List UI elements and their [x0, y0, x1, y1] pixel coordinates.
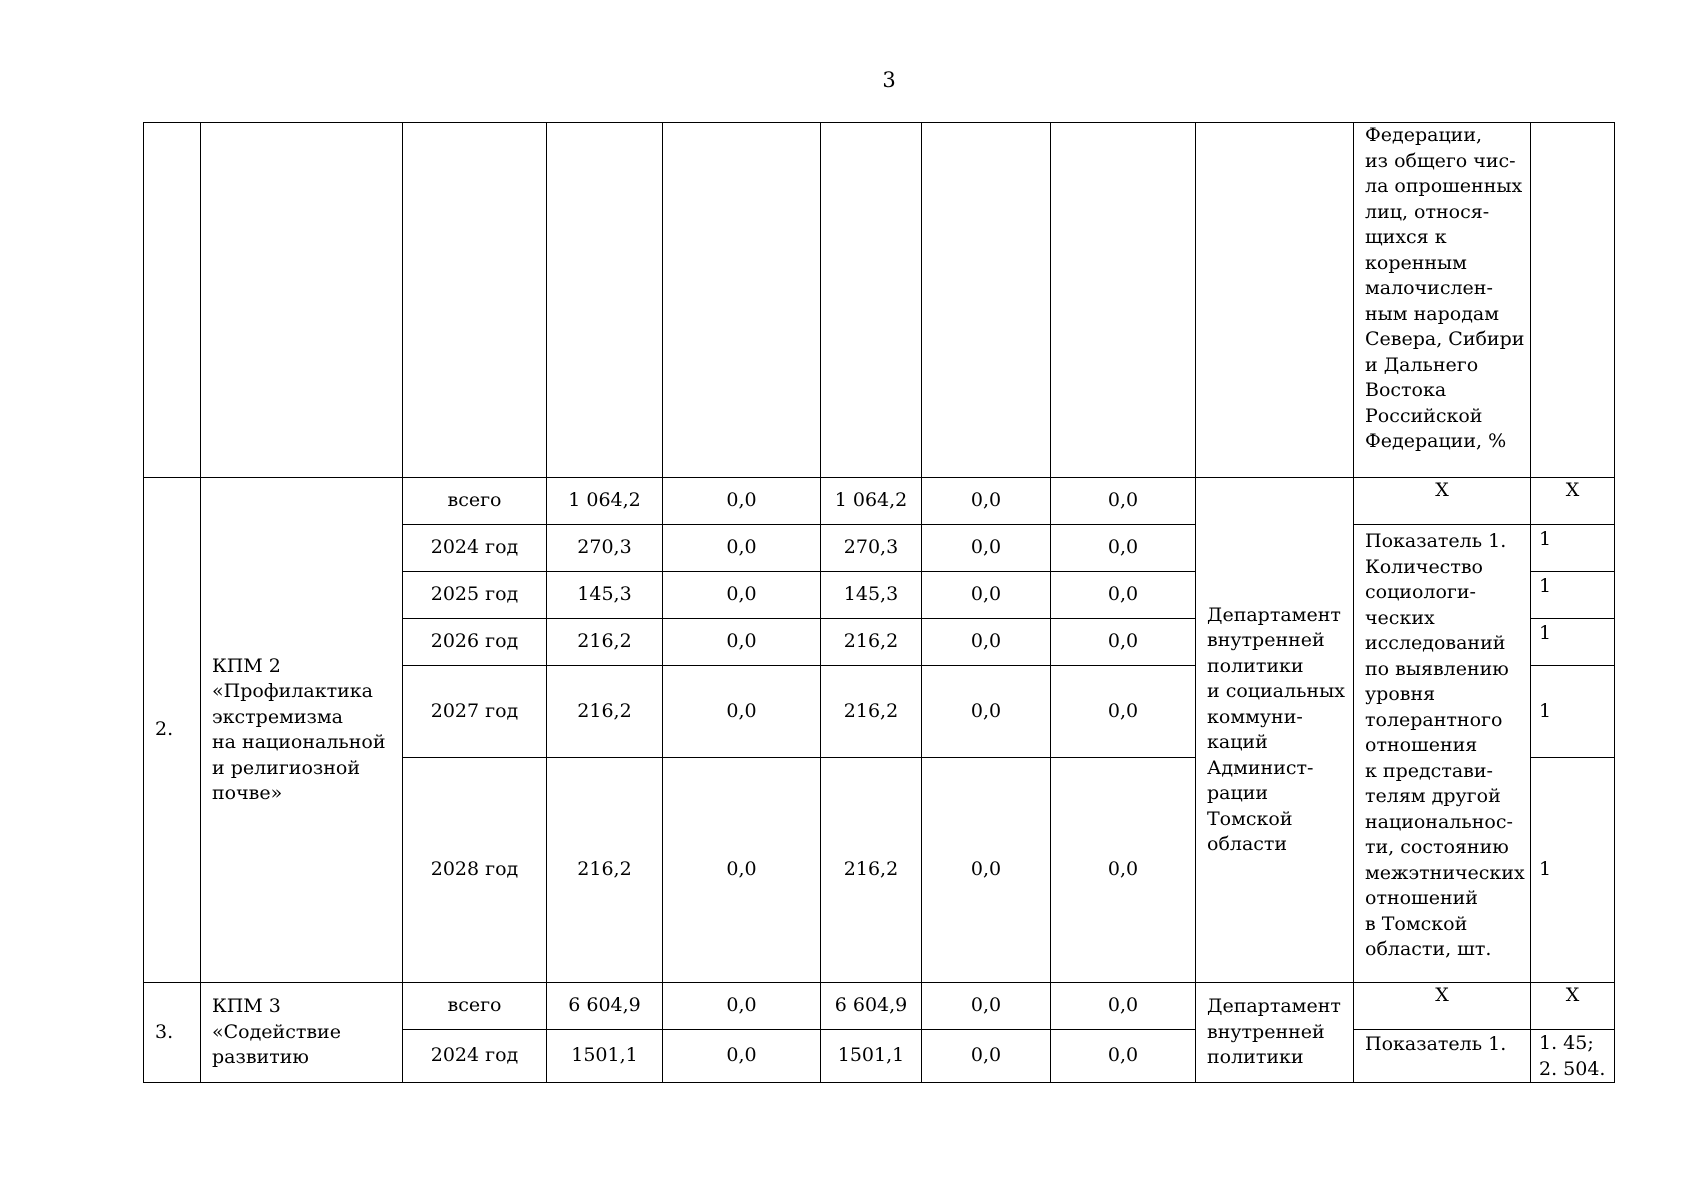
period: 2026 год: [403, 619, 547, 666]
regional-value: 6 604,9: [821, 983, 922, 1030]
regional-value: 216,2: [821, 758, 922, 983]
regional-value: 1 064,2: [821, 478, 922, 525]
other-value: 0,0: [1051, 666, 1196, 758]
row-number: 3.: [144, 983, 201, 1083]
other-value: 0,0: [1051, 478, 1196, 525]
local-value: 0,0: [922, 666, 1051, 758]
cell: [547, 123, 663, 478]
cell: [1051, 123, 1196, 478]
total-value: 270,3: [547, 525, 663, 572]
indicator-text: Показатель 1. Количество социологи- ческих исследований по выявлению уровня толерантного отношения к представи- телям другой национальнос- ти, состоянию межэтнических отношений в Томской области, шт.: [1354, 525, 1531, 983]
indicator-value: 1. 45; 2. 504.: [1531, 1030, 1615, 1083]
regional-value: 145,3: [821, 572, 922, 619]
period: 2024 год: [403, 525, 547, 572]
cell: [1531, 123, 1615, 478]
total-value: 1501,1: [547, 1030, 663, 1083]
local-value: 0,0: [922, 478, 1051, 525]
total-value: 145,3: [547, 572, 663, 619]
period: 2024 год: [403, 1030, 547, 1083]
local-value: 0,0: [922, 758, 1051, 983]
other-value: 0,0: [1051, 1030, 1196, 1083]
regional-value: 1501,1: [821, 1030, 922, 1083]
total-value: 216,2: [547, 758, 663, 983]
other-value: 0,0: [1051, 983, 1196, 1030]
indicator-header-value: Х: [1531, 983, 1615, 1030]
indicator-value: 1: [1531, 525, 1615, 572]
indicator-header: Х: [1354, 983, 1531, 1030]
total-value: 1 064,2: [547, 478, 663, 525]
cell: [922, 123, 1051, 478]
period: 2025 год: [403, 572, 547, 619]
total-value: 216,2: [547, 619, 663, 666]
federal-value: 0,0: [663, 1030, 821, 1083]
executor: Департамент внутренней политики: [1196, 983, 1354, 1083]
local-value: 0,0: [922, 983, 1051, 1030]
total-value: 6 604,9: [547, 983, 663, 1030]
regional-value: 216,2: [821, 619, 922, 666]
cell: [403, 123, 547, 478]
total-value: 216,2: [547, 666, 663, 758]
cell: [663, 123, 821, 478]
period: всего: [403, 478, 547, 525]
cell: [821, 123, 922, 478]
local-value: 0,0: [922, 619, 1051, 666]
continued-row: [144, 123, 1615, 478]
cell: [144, 123, 201, 478]
indicator-header: Х: [1354, 478, 1531, 525]
indicator-value: 1: [1531, 666, 1615, 758]
page-number: 3: [882, 68, 896, 92]
measure-name: КПМ 2 «Профилактика экстремизма на национальной и религиозной почве»: [201, 478, 403, 983]
indicator-value: 1: [1531, 619, 1615, 666]
local-value: 0,0: [922, 572, 1051, 619]
cell: [1196, 123, 1354, 478]
federal-value: 0,0: [663, 478, 821, 525]
regional-value: 270,3: [821, 525, 922, 572]
local-value: 0,0: [922, 525, 1051, 572]
indicator-text: Федерации, из общего чис- ла опрошенных лиц, относя- щихся к коренным малочислен- ным народам Севера, Сибири и Дальнего Востока Российской Федерации, %: [1354, 123, 1531, 478]
other-value: 0,0: [1051, 758, 1196, 983]
indicator-header-value: Х: [1531, 478, 1615, 525]
cell: [201, 123, 403, 478]
indicator-value: 1: [1531, 572, 1615, 619]
regional-value: 216,2: [821, 666, 922, 758]
indicator-value: 1: [1531, 758, 1615, 983]
federal-value: 0,0: [663, 572, 821, 619]
other-value: 0,0: [1051, 525, 1196, 572]
federal-value: 0,0: [663, 666, 821, 758]
period: 2027 год: [403, 666, 547, 758]
other-value: 0,0: [1051, 572, 1196, 619]
table-row: [144, 478, 1615, 525]
executor: Департамент внутренней политики и социальных коммуни- каций Админист- рации Томской области: [1196, 478, 1354, 983]
federal-value: 0,0: [663, 525, 821, 572]
federal-value: 0,0: [663, 983, 821, 1030]
measure-name: КПМ 3 «Содействие развитию: [201, 983, 403, 1083]
federal-value: 0,0: [663, 758, 821, 983]
federal-value: 0,0: [663, 619, 821, 666]
period: всего: [403, 983, 547, 1030]
local-value: 0,0: [922, 1030, 1051, 1083]
period: 2028 год: [403, 758, 547, 983]
other-value: 0,0: [1051, 619, 1196, 666]
row-number: 2.: [144, 478, 201, 983]
table-row: [144, 983, 1615, 1030]
program-table: [143, 122, 1615, 1083]
indicator-text: Показатель 1.: [1354, 1030, 1531, 1083]
